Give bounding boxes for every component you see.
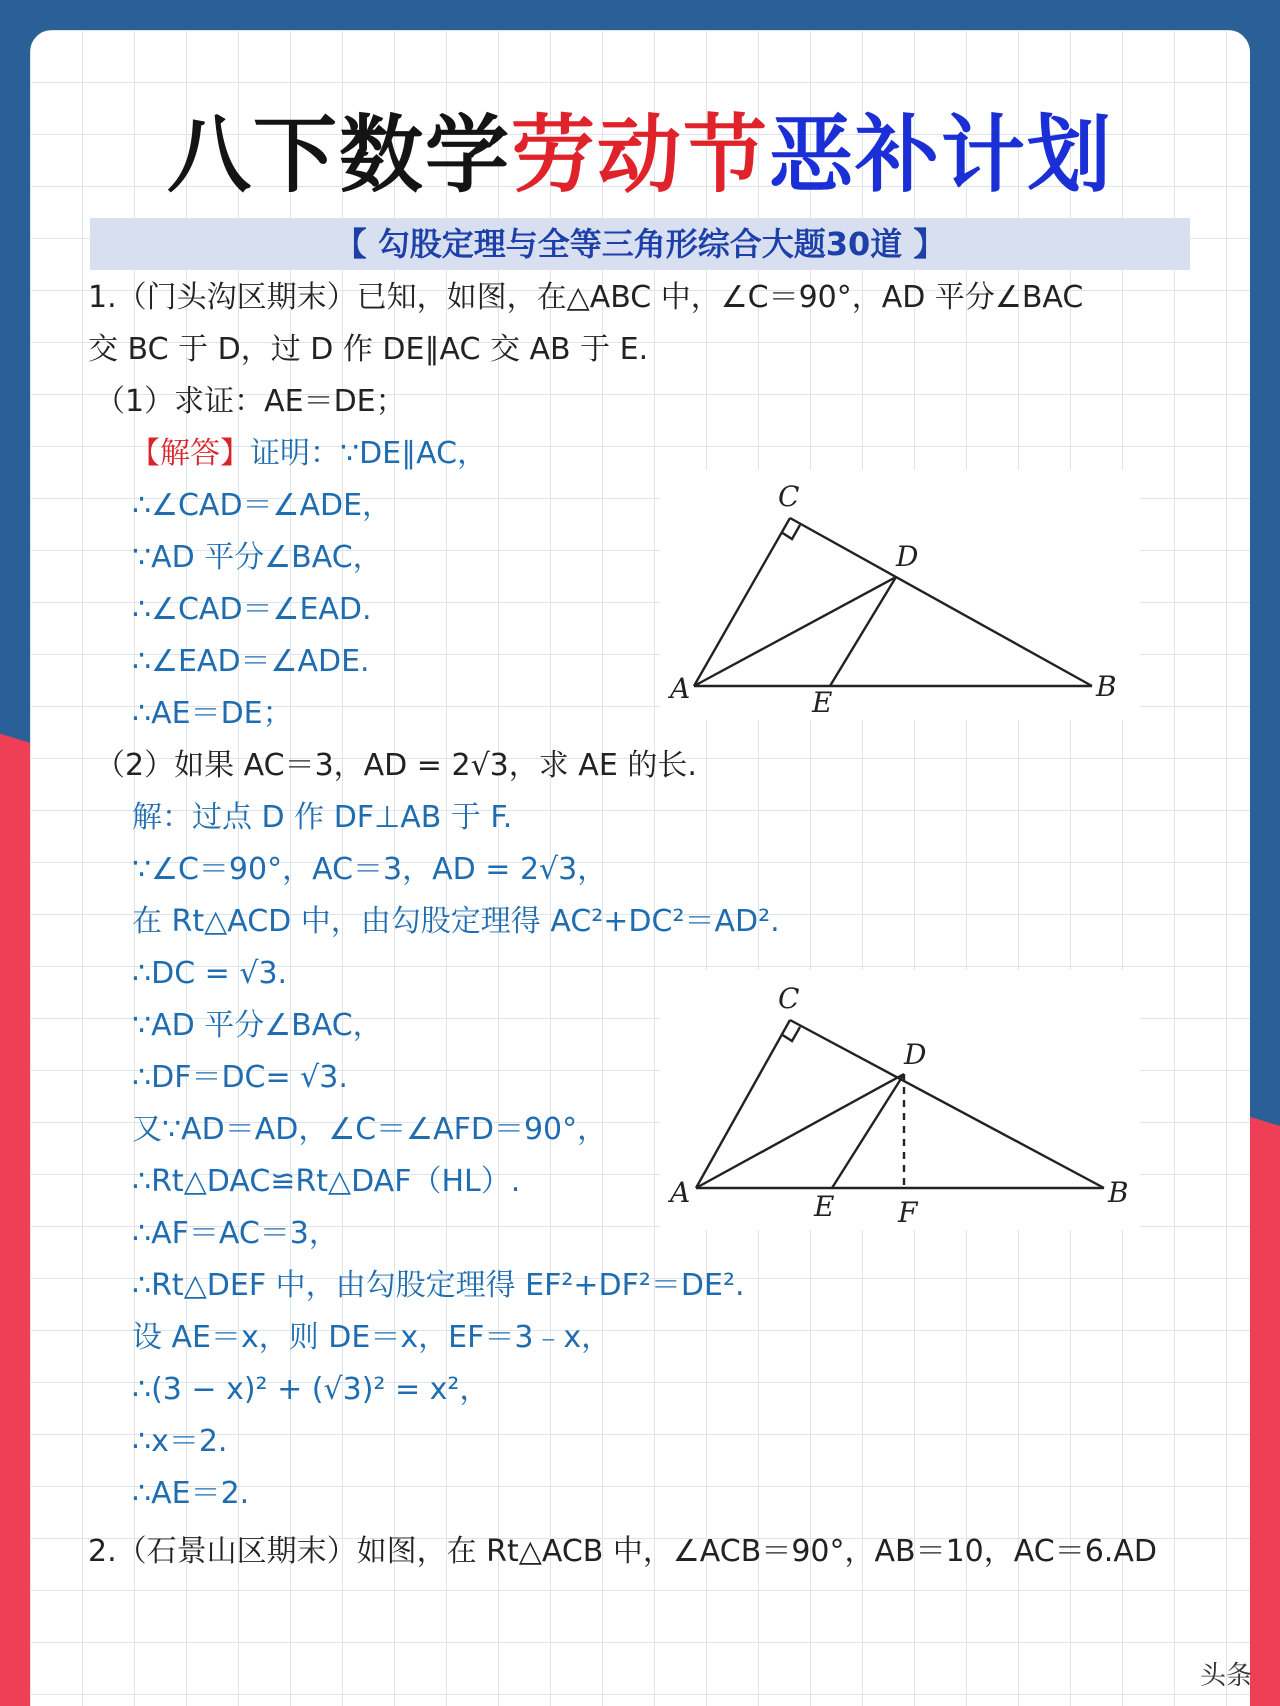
problem1-part2: （2）如果 AC＝3，AD = 2√3，求 AE 的长.	[95, 748, 697, 783]
answer2-line: ∴Rt△DEF 中，由勾股定理得 EF²+DF²＝DE².	[132, 1268, 745, 1303]
fig2-label-C: C	[778, 982, 800, 1015]
answer2-line: 在 Rt△ACD 中，由勾股定理得 AC²+DC²＝AD².	[132, 904, 780, 939]
title-part-blue: 恶补计划	[769, 106, 1114, 204]
answer2-line: ∴AE＝2.	[132, 1476, 250, 1511]
answer2-line: 又∵AD＝AD，∠C＝∠AFD＝90°，	[132, 1112, 608, 1147]
answer2-line: ∴AF＝AC＝3，	[132, 1216, 339, 1251]
figure2-svg	[660, 970, 1140, 1230]
answer2-line: ∴x＝2.	[132, 1424, 228, 1459]
answer2-line: 解：过点 D 作 DF⊥AB 于 F.	[132, 800, 513, 835]
answer1-line: ∵AD 平分∠BAC，	[132, 540, 383, 575]
answer1-line: ∴∠CAD＝∠EAD.	[132, 592, 372, 627]
section-subtitle: 【 勾股定理与全等三角形综合大题30道 】	[90, 218, 1190, 270]
answer2-line: ∵∠C＝90°，AC＝3，AD = 2√3，	[132, 852, 608, 887]
fig2-segment-CB	[790, 1020, 1104, 1188]
fig2-segment-DE	[832, 1074, 904, 1188]
answer1-line: ∴∠CAD＝∠ADE，	[132, 488, 393, 523]
fig1-segment-DE	[830, 577, 896, 686]
fig1-segment-CB	[790, 518, 1092, 686]
answer2-line: ∴DC = √3.	[132, 956, 288, 991]
answer1-line: ∴∠EAD＝∠ADE.	[132, 644, 370, 679]
answer1-text: 证明：∵DE∥AC，	[250, 436, 488, 471]
answer1-line: ∴AE＝DE；	[132, 696, 293, 731]
problem1-stem-line2: 交 BC 于 D，过 D 作 DE∥AC 交 AB 于 E.	[88, 332, 649, 367]
answer2-line: ∵AD 平分∠BAC，	[132, 1008, 383, 1043]
fig1-label-A: A	[670, 672, 691, 705]
answer2-line: ∴DF＝DC= √3.	[132, 1060, 348, 1095]
fig2-label-D: D	[904, 1038, 927, 1071]
answer2-line: ∴(3 − x)² + (√3)² = x²，	[132, 1372, 490, 1407]
watermark: 头条	[1199, 1661, 1252, 1691]
answer1-line0	[130, 434, 487, 474]
answer2-line: ∴Rt△DAC≌Rt△DAF（HL）.	[132, 1164, 521, 1199]
fig1-label-E: E	[812, 686, 833, 719]
fig2-label-E: E	[814, 1190, 835, 1223]
fig2-label-B: B	[1108, 1176, 1129, 1209]
fig1-label-B: B	[1096, 670, 1117, 703]
answer2-line: 设 AE＝x，则 DE＝x，EF＝3﹣x，	[132, 1320, 612, 1355]
title-part-red: 劳动节	[510, 106, 769, 204]
figure2-triangle	[660, 970, 1140, 1230]
problem1-stem-line1: 1.（门头沟区期末）已知，如图，在△ABC 中，∠C＝90°，AD 平分∠BAC	[88, 280, 1084, 315]
figure1-triangle	[660, 470, 1140, 720]
problem2-stem-line1: 2.（石景山区期末）如图，在 Rt△ACB 中，∠ACB＝90°，AB＝10，AC＝6.AD	[88, 1534, 1157, 1569]
fig2-label-F: F	[898, 1196, 918, 1229]
fig2-label-A: A	[670, 1176, 691, 1209]
page-title	[0, 100, 1280, 210]
problem1-part1: （1）求证：AE＝DE；	[95, 384, 406, 419]
figure1-svg	[660, 470, 1140, 720]
title-part-black: 八下数学	[166, 106, 511, 204]
fig1-label-D: D	[896, 540, 919, 573]
answer-tag: 【解答】	[130, 436, 250, 471]
fig1-label-C: C	[778, 480, 800, 513]
